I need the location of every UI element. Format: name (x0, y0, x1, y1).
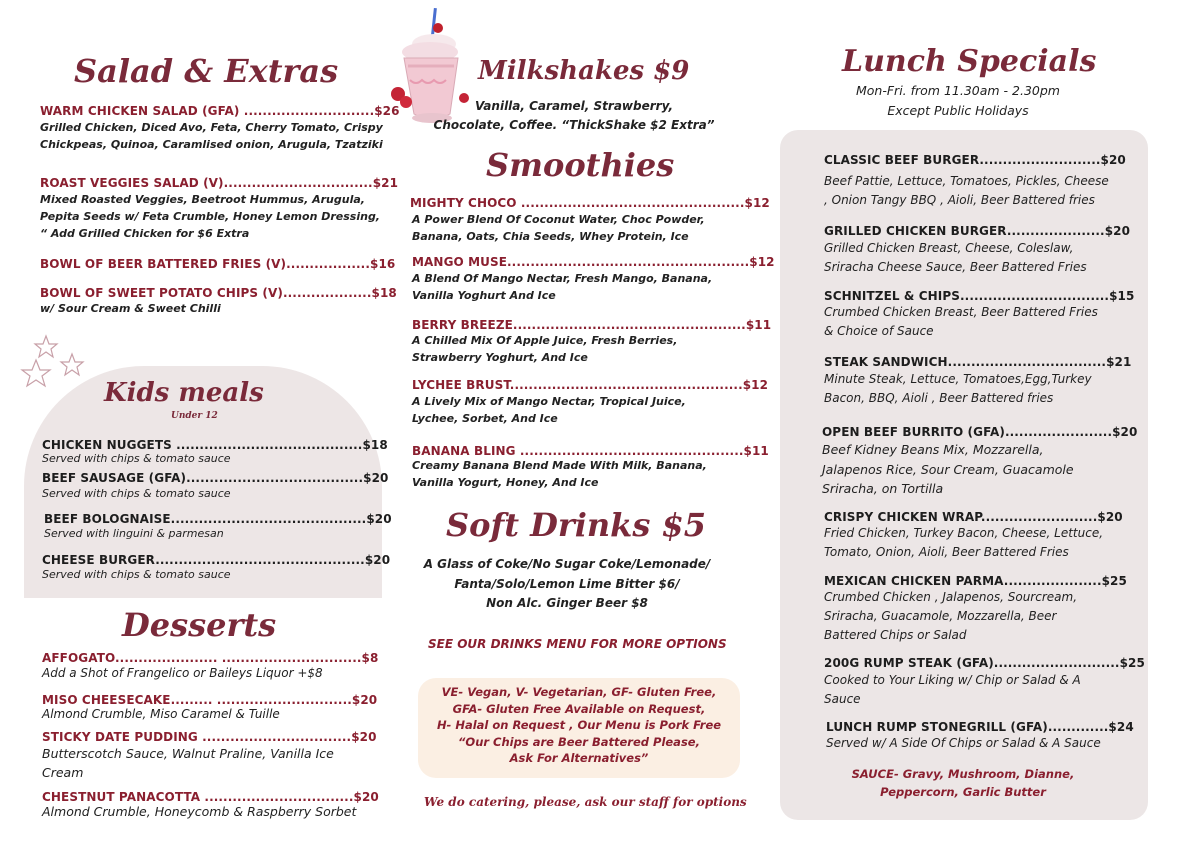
kids-item-1-line: CHICKEN NUGGETS ........................................$18 (42, 438, 388, 452)
lunch-item-5-desc-line-2: Jalapenos Rice, Sour Cream, Guacamole (822, 461, 1074, 477)
lunch-item-9-desc (826, 734, 1101, 753)
sauce-note-line-2: Peppercorn, Garlic Butter (880, 785, 1046, 799)
salad-item-3-line: BOWL OF BEER BATTERED FRIES (V)..................$16 (40, 257, 396, 271)
lunch-item-2-desc-line-2: Sriracha Cheese Sauce, Beer Battered Fries (824, 260, 1087, 274)
smoothie-item-5-desc (412, 457, 707, 491)
lunch-item-6-line: CRISPY CHICKEN WRAP.........................$20 (824, 510, 1123, 524)
smoothie-item-4-desc (412, 393, 686, 427)
salad-item-2-desc (40, 191, 380, 242)
smoothie-item-2-desc (412, 270, 712, 304)
lunch-item-2-desc (824, 239, 1087, 277)
smoothie-item-5-desc-line-1: Creamy Banana Blend Made With Milk, Banana, (412, 459, 707, 472)
dessert-item-3-desc (42, 744, 334, 782)
lunch-item-7-desc (824, 588, 1077, 645)
sauce-note-line-1: SAUCE- Gravy, Mushroom, Dianne, (851, 767, 1075, 781)
dessert-item-4-desc (42, 803, 356, 821)
desserts-title: Desserts (122, 606, 277, 644)
milkshakes-desc-line-2: Chocolate, Coffee. “ThickShake $2 Extra” (433, 118, 715, 132)
milkshakes-desc-line-1: Vanilla, Caramel, Strawberry, (474, 99, 674, 113)
smoothie-item-4-desc-line-2: Lychee, Sorbet, And Ice (412, 412, 558, 425)
lunch-item-6-desc-line-1: Fried Chicken, Turkey Bacon, Cheese, Lettuce, (824, 526, 1104, 540)
lunch-item-7-desc-line-1: Crumbed Chicken , Jalapenos, Sourcream, (824, 590, 1078, 604)
dessert-item-2-line: MISO CHEESECAKE......... .............................$20 (42, 693, 378, 707)
dessert-item-1-line: AFFOGATO...................... ..............................$8 (42, 651, 379, 665)
lunch-item-1-desc-line-1: Beef Pattie, Lettuce, Tomatoes, Pickles, Cheese (824, 174, 1109, 188)
lunch-item-7-line: MEXICAN CHICKEN PARMA.....................$25 (824, 574, 1127, 588)
dessert-item-1-desc-line-1: Add a Shot of Frangelico or Baileys Liquor +$8 (42, 666, 323, 680)
kids-item-3-line: BEEF BOLOGNAISE..........................................$20 (44, 512, 392, 526)
salad-item-1-desc (40, 119, 383, 153)
milkshakes-title: Milkshakes $9 (478, 56, 690, 86)
soft-drinks-desc-line-3: Non Alc. Ginger Beer $8 (486, 596, 648, 610)
lunch-item-9-desc-line-1: Served w/ A Side Of Chips or Salad & A Sauce (826, 736, 1101, 750)
kids-item-2-desc: Served with chips & tomato sauce (42, 487, 231, 500)
lunch-item-3-desc (824, 303, 1098, 341)
lunch-item-5-desc (822, 440, 1074, 499)
smoothie-item-1-desc (412, 211, 705, 245)
kids-subtitle: Under 12 (171, 411, 218, 421)
lunch-item-5-desc-line-3: Sriracha, on Tortilla (822, 481, 944, 496)
lunch-item-4-desc (824, 370, 1092, 408)
salad-item-2-desc-line-3: “ Add Grilled Chicken for $6 Extra (40, 227, 250, 240)
kids-item-3-desc: Served with linguini & parmesan (44, 527, 224, 540)
kids-title: Kids meals (104, 378, 264, 408)
lunch-item-5-desc-line-1: Beef Kidney Beans Mix, Mozzarella, (822, 442, 1044, 457)
kids-item-4-desc: Served with chips & tomato sauce (42, 568, 231, 581)
salad-item-4-desc-line-1: w/ Sour Cream & Sweet Chilli (40, 302, 221, 315)
dessert-item-4-line: CHESTNUT PANACOTTA ................................$20 (42, 790, 379, 804)
lunch-item-7-desc-line-3: Battered Chips or Salad (824, 628, 967, 642)
legend-line-4: “Our Chips are Beer Battered Please, (458, 734, 700, 749)
smoothies-title: Smoothies (486, 146, 675, 184)
dietary-legend (418, 684, 740, 767)
soft-drinks-desc-line-1: A Glass of Coke/No Sugar Coke/Lemonade/ (423, 557, 711, 571)
dessert-item-3-desc-line-2: Cream (42, 765, 84, 780)
smoothie-item-3-desc (412, 332, 677, 366)
smoothie-item-3-desc-line-2: Strawberry Yoghurt, And Ice (412, 351, 588, 364)
catering-note: We do catering, please, ask our staff for options (424, 795, 747, 809)
lunch-item-3-desc-line-2: & Choice of Sauce (824, 324, 934, 338)
dessert-item-4-desc-line-1: Almond Crumble, Honeycomb & Raspberry Sorbet (42, 804, 357, 819)
dessert-item-1-desc (42, 664, 323, 682)
lunch-except: Except Public Holidays (887, 103, 1029, 118)
smoothie-item-3-desc-line-1: A Chilled Mix Of Apple Juice, Fresh Berries, (412, 334, 678, 347)
lunch-item-2-desc-line-1: Grilled Chicken Breast, Cheese, Coleslaw, (824, 241, 1074, 255)
salad-item-2-desc-line-2: Pepita Seeds w/ Feta Crumble, Honey Lemon Dressing, (40, 210, 380, 223)
kids-item-2-line: BEEF SAUSAGE (GFA)......................................$20 (42, 471, 389, 485)
kids-item-4-line: CHEESE BURGER.............................................$20 (42, 553, 391, 567)
lunch-item-4-desc-line-2: Bacon, BBQ, Aioli , Beer Battered fries (824, 391, 1054, 405)
salad-item-2-line: ROAST VEGGIES SALAD (V)................................$21 (40, 176, 399, 190)
soft-drinks-desc (400, 555, 734, 614)
smoothie-item-5-desc-line-2: Vanilla Yogurt, Honey, And Ice (412, 476, 599, 489)
lunch-item-8-desc-line-1: Cooked to Your Liking w/ Chip or Salad & A (824, 673, 1081, 687)
salad-item-1-line: WARM CHICKEN SALAD (GFA) ............................$26 (40, 104, 400, 118)
smoothie-item-2-line: MANGO MUSE....................................................$12 (412, 255, 775, 269)
lunch-item-6-desc (824, 524, 1103, 562)
lunch-item-2-line: GRILLED CHICKEN BURGER.....................$20 (824, 224, 1131, 238)
lunch-item-3-line: SCHNITZEL & CHIPS................................$15 (824, 289, 1135, 303)
dessert-item-2-desc-line-1: Almond Crumble, Miso Caramel & Tuille (42, 707, 280, 721)
smoothie-item-1-desc-line-2: Banana, Oats, Chia Seeds, Whey Protein, Ice (412, 230, 689, 243)
smoothie-item-4-line: LYCHEE BRUST..................................................$12 (412, 378, 769, 392)
lunch-item-8-line: 200G RUMP STEAK (GFA)...........................$25 (824, 656, 1145, 670)
drinks-menu-note: SEE OUR DRINKS MENU FOR MORE OPTIONS (428, 637, 727, 651)
salad-item-1-desc-line-1: Grilled Chicken, Diced Avo, Feta, Cherry Tomato, Crispy (40, 121, 383, 134)
smoothie-item-2-desc-line-2: Vanilla Yoghurt And Ice (412, 289, 556, 302)
milkshakes-desc (416, 97, 732, 135)
lunch-item-7-desc-line-2: Sriracha, Guacamole, Mozzarella, Beer (824, 609, 1057, 623)
smoothie-item-2-desc-line-1: A Blend Of Mango Nectar, Fresh Mango, Banana, (412, 272, 713, 285)
smoothie-item-1-desc-line-1: A Power Blend Of Coconut Water, Choc Powder, (412, 213, 705, 226)
lunch-item-8-desc-line-2: Sauce (824, 692, 861, 706)
sauce-note (800, 765, 1126, 801)
lunch-item-1-desc (824, 172, 1109, 210)
legend-line-2: GFA- Gluten Free Available on Request, (452, 701, 706, 716)
lunch-item-3-desc-line-1: Crumbed Chicken Breast, Beer Battered Fries (824, 305, 1098, 319)
lunch-title: Lunch Specials (842, 44, 1097, 79)
kids-item-1-desc: Served with chips & tomato sauce (42, 452, 231, 465)
salad-item-2-desc-line-1: Mixed Roasted Veggies, Beetroot Hummus, Arugula, (40, 193, 365, 206)
lunch-item-8-desc (824, 671, 1081, 709)
lunch-item-1-line: CLASSIC BEEF BURGER..........................$20 (824, 153, 1126, 167)
smoothie-item-5-line: BANANA BLING ................................................$11 (412, 444, 769, 458)
lunch-item-4-line: STEAK SANDWICH..................................$21 (824, 355, 1132, 369)
lunch-item-1-desc-line-2: , Onion Tangy BBQ , Aioli, Beer Battered fries (824, 193, 1095, 207)
lunch-item-6-desc-line-2: Tomato, Onion, Aioli, Beer Battered Fries (824, 545, 1069, 559)
lunch-hours: Mon-Fri. from 11.30am - 2.30pm (856, 83, 1060, 98)
legend-line-5: Ask For Alternatives” (509, 751, 649, 765)
soft-drinks-desc-line-2: Fanta/Solo/Lemon Lime Bitter $6/ (454, 576, 680, 591)
lunch-item-5-line: OPEN BEEF BURRITO (GFA).......................$20 (822, 425, 1138, 439)
salad-item-1-desc-line-2: Chickpeas, Quinoa, Caramlised onion, Arugula, Tzatziki (40, 138, 383, 151)
smoothie-item-3-line: BERRY BREEZE..................................................$11 (412, 318, 772, 332)
smoothie-item-1-line: MIGHTY CHOCO ................................................$12 (410, 196, 770, 210)
lunch-item-4-desc-line-1: Minute Steak, Lettuce, Tomatoes,Egg,Turkey (824, 372, 1092, 386)
salad-title: Salad & Extras (74, 52, 339, 90)
dessert-item-3-line: STICKY DATE PUDDING ................................$20 (42, 730, 377, 744)
smoothie-item-4-desc-line-1: A Lively Mix of Mango Nectar, Tropical Juice, (412, 395, 686, 408)
legend-line-3: H- Halal on Request , Our Menu is Pork Free (436, 718, 722, 732)
dessert-item-2-desc (42, 705, 280, 723)
salad-item-4-line: BOWL OF SWEET POTATO CHIPS (V)...................$18 (40, 286, 397, 300)
lunch-item-9-line: LUNCH RUMP STONEGRILL (GFA).............$24 (826, 720, 1134, 734)
dessert-item-3-desc-line-1: Butterscotch Sauce, Walnut Praline, Vanilla Ice (42, 746, 334, 761)
legend-line-1: VE- Vegan, V- Vegetarian, GF- Gluten Free, (441, 685, 717, 699)
salad-item-4-desc (40, 300, 221, 317)
soft-drinks-title: Soft Drinks $5 (446, 506, 707, 544)
